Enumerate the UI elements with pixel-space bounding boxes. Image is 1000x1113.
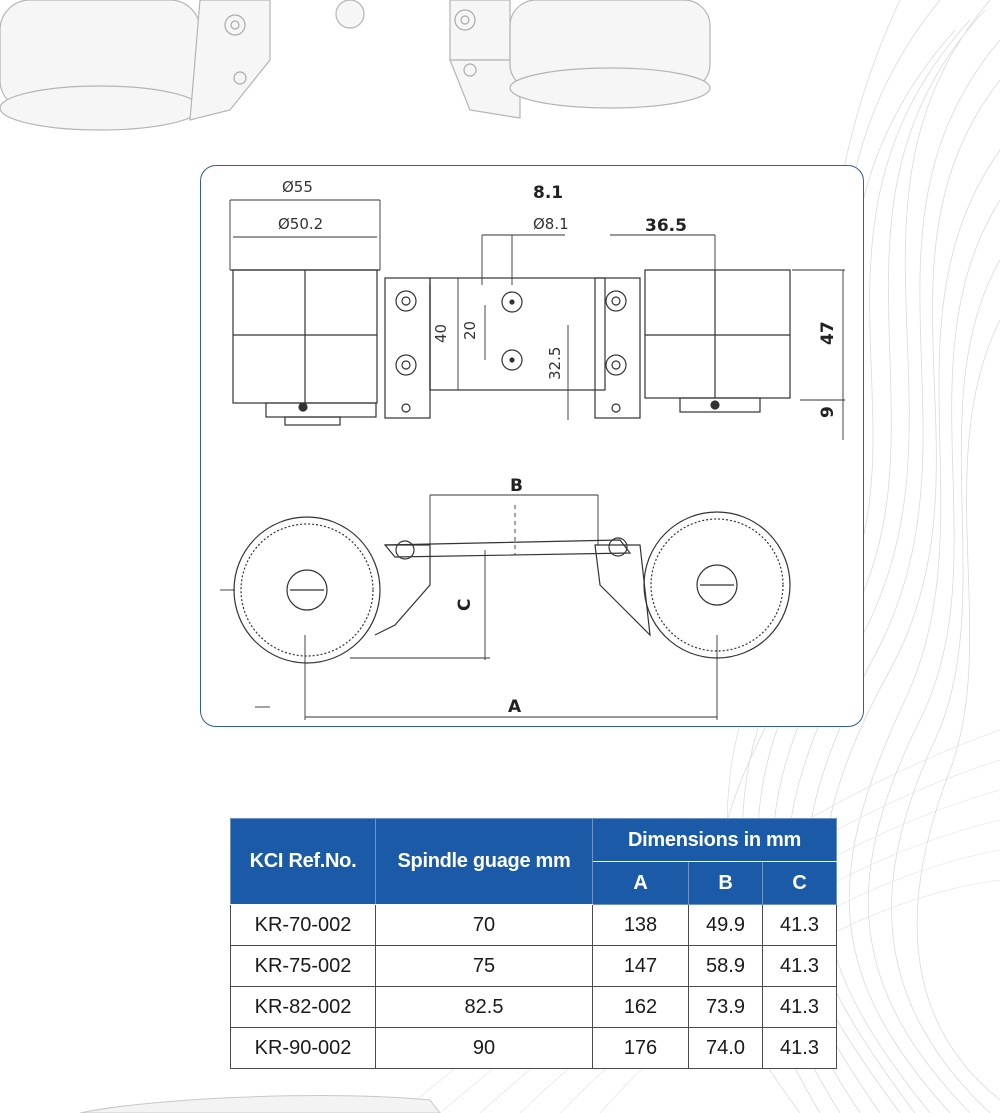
dim-a-label: A [508,697,522,717]
cell-c: 41.3 [763,987,837,1028]
cell-b: 74.0 [689,1028,763,1069]
cell-a: 138 [593,905,689,946]
dim-dia-50-2: Ø50.2 [278,215,324,233]
product-photo-top [0,0,720,140]
dim-c-label: C [455,598,475,611]
cell-a: 176 [593,1028,689,1069]
technical-drawing [200,165,865,730]
cell-c: 41.3 [763,1028,837,1069]
dim-dia-55: Ø55 [282,178,313,196]
header-ref-no: KCI Ref.No. [231,819,376,905]
dim-40: 40 [432,323,450,343]
dim-b-label: B [510,476,523,496]
table-row [231,1028,837,1069]
header-dim-b: B [689,862,763,905]
cell-spindle: 90 [376,1028,593,1069]
header-spindle-gauge: Spindle guage mm [376,819,593,905]
cell-c: 41.3 [763,946,837,987]
table-row [231,905,837,946]
cell-a: 162 [593,987,689,1028]
dim-dia-8-1: Ø8.1 [533,215,569,233]
cell-b: 58.9 [689,946,763,987]
table-row [231,946,837,987]
cell-ref: KR-70-002 [231,905,376,946]
cell-spindle: 82.5 [376,987,593,1028]
cell-b: 73.9 [689,987,763,1028]
cell-spindle: 70 [376,905,593,946]
cell-ref: KR-90-002 [231,1028,376,1069]
right-cup-body [645,270,790,398]
dim-32-5: 32.5 [546,346,564,380]
dim-36-5: 36.5 [645,216,687,236]
product-photo-bottom [0,1090,720,1113]
cell-spindle: 75 [376,946,593,987]
cell-ref: KR-82-002 [231,987,376,1028]
cell-c: 41.3 [763,905,837,946]
cell-b: 49.9 [689,905,763,946]
dimensions-table [230,818,837,1069]
table-row [231,987,837,1028]
header-dim-c: C [763,862,837,905]
header-dim-a: A [593,862,689,905]
cell-a: 147 [593,946,689,987]
dim-9: 9 [818,406,838,418]
dim-47: 47 [818,321,838,345]
dim-8-1: 8.1 [533,183,564,203]
header-dimensions: Dimensions in mm [593,819,837,862]
cell-ref: KR-75-002 [231,946,376,987]
dim-20: 20 [461,320,479,340]
